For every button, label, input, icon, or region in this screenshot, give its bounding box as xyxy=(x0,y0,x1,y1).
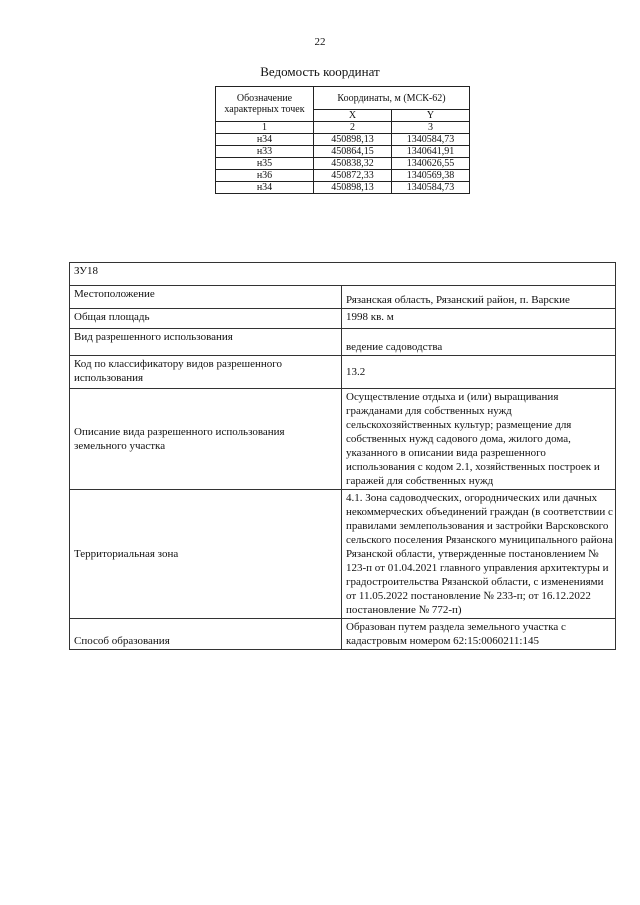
coordinates-table xyxy=(215,86,470,194)
classifier-code-value: 13.2 xyxy=(342,356,616,389)
table-row xyxy=(70,286,616,309)
table-row xyxy=(216,182,470,194)
x-cell: 450898,13 xyxy=(314,182,392,194)
table-row xyxy=(216,146,470,158)
page-number: 22 xyxy=(314,36,326,48)
permitted-use-value: ведение садоводства xyxy=(342,329,616,356)
point-cell: н33 xyxy=(216,146,314,158)
x-cell: 450838,32 xyxy=(314,158,392,170)
formation-method-value: Образован путем раздела земельного участка с кадастровым номером 62:15:0060211:145 xyxy=(342,619,616,650)
coordinates-title: Ведомость координат xyxy=(260,64,380,79)
point-cell: н36 xyxy=(216,170,314,182)
area-value: 1998 кв. м xyxy=(342,309,616,329)
formation-method-label: Способ образования xyxy=(70,619,342,650)
header-y: Y xyxy=(392,110,470,122)
territorial-zone-value: 4.1. Зона садоводческих, огороднических или дачных некоммерческих объединений граждан (в соответствии с правилами землепользования и застройки Варсковского сельского поселения Рязанского муниципального района Рязанской области, утвержденные постановлением № 123-п от 01.04.2021 главного управления архитектуры и градостроительства Рязанской области, с изменениями от 11.05.2022 постановление № 233-п; от 16.12.2022 постановление № 772-п) xyxy=(342,490,616,619)
area-label: Общая площадь xyxy=(70,309,342,329)
table-row xyxy=(70,356,616,389)
table-row xyxy=(216,134,470,146)
column-number: 1 xyxy=(216,122,314,134)
table-row xyxy=(70,389,616,490)
x-cell: 450864,15 xyxy=(314,146,392,158)
use-description-value: Осуществление отдыха и (или) выращивания гражданами для собственных нужд сельскохозяйственных культур; размещение для собственных нужд садового дома, жилого дома, указанного в описании вида разрешенного использования с кодом 2.1, хозяйственных построек и гаражей для собственных нужд xyxy=(342,389,616,490)
parcel-id: ЗУ18 xyxy=(70,263,616,286)
point-cell: н34 xyxy=(216,182,314,194)
header-point-designation: Обозначение характерных точек xyxy=(216,87,314,122)
territorial-zone-label: Территориальная зона xyxy=(70,490,342,619)
y-cell: 1340626,55 xyxy=(392,158,470,170)
column-number: 2 xyxy=(314,122,392,134)
header-x: X xyxy=(314,110,392,122)
y-cell: 1340569,38 xyxy=(392,170,470,182)
y-cell: 1340641,91 xyxy=(392,146,470,158)
location-value: Рязанская область, Рязанский район, п. Варские xyxy=(342,286,616,309)
table-row xyxy=(70,329,616,356)
parcel-table xyxy=(69,262,616,650)
table-row xyxy=(216,170,470,182)
table-row xyxy=(70,309,616,329)
x-cell: 450898,13 xyxy=(314,134,392,146)
point-cell: н35 xyxy=(216,158,314,170)
use-description-label: Описание вида разрешенного использования земельного участка xyxy=(70,389,342,490)
point-cell: н34 xyxy=(216,134,314,146)
column-number: 3 xyxy=(392,122,470,134)
location-label: Местоположение xyxy=(70,286,342,309)
y-cell: 1340584,73 xyxy=(392,134,470,146)
permitted-use-label: Вид разрешенного использования xyxy=(70,329,342,356)
y-cell: 1340584,73 xyxy=(392,182,470,194)
header-coordinates: Координаты, м (МСК-62) xyxy=(314,87,470,110)
table-row xyxy=(216,158,470,170)
table-row xyxy=(70,490,616,619)
classifier-code-label: Код по классификатору видов разрешенного использования xyxy=(70,356,342,389)
table-row xyxy=(70,619,616,650)
x-cell: 450872,33 xyxy=(314,170,392,182)
